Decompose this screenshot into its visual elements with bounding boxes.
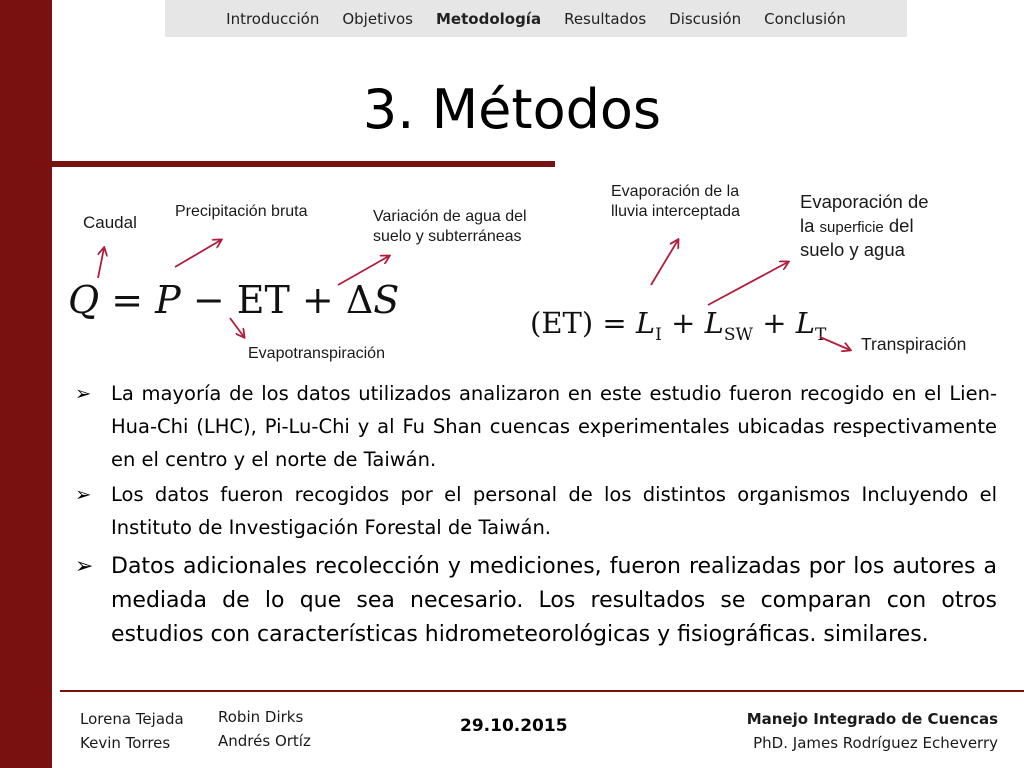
footer-course: Manejo Integrado de Cuencas PhD. James Rodríguez Echeverry — [746, 710, 998, 752]
footer-authors-col1: Lorena Tejada Kevin Torres — [80, 710, 184, 752]
footer-divider — [60, 690, 1024, 692]
nav-item-discusion[interactable]: Discusión — [669, 9, 742, 28]
bullet-item: ➢ Los datos fueron recogidos por el personal de los distintos organismos Incluyendo el Instituto de Investigación Forestal de Taiwán. — [75, 478, 997, 544]
label-transpiracion: Transpiración — [861, 334, 967, 354]
label-precipitacion: Precipitación bruta — [175, 203, 308, 220]
slide-title: 3. Métodos — [362, 78, 662, 141]
nav-item-objetivos[interactable]: Objetivos — [342, 9, 413, 28]
nav-item-conclusion[interactable]: Conclusión — [764, 9, 846, 28]
nav-item-resultados[interactable]: Resultados — [564, 9, 647, 28]
arrow-evap-superficie — [708, 262, 788, 305]
label-evapotranspiracion: Evapotranspiración — [248, 345, 385, 362]
top-navigation — [165, 0, 907, 37]
arrow-evap-lluvia — [651, 240, 678, 285]
nav-item-introduccion[interactable]: Introducción — [226, 9, 320, 28]
arrow-bullet-icon: ➢ — [75, 483, 92, 506]
footer-authors-col2: Robin Dirks Andrés Ortíz — [218, 708, 311, 750]
bullet-list — [75, 377, 997, 652]
water-balance-equation: Q = P − ET + ΔS — [68, 278, 400, 322]
arrow-caudal — [98, 248, 104, 278]
arrow-precipitacion — [175, 240, 221, 267]
label-caudal: Caudal — [83, 213, 137, 232]
bullet-item: ➢ La mayoría de los datos utilizados analizaron en este estudio fueron recogido en el Lien-Hua-Chi (LHC), Pi-Lu-Chi y al Fu Shan cuencas experimentales ubicadas respectivamente en el centro y el norte de Taiwán. — [75, 377, 997, 476]
arrow-bullet-icon: ➢ — [75, 382, 92, 405]
bullet-item: ➢ Datos adicionales recolección y mediciones, fueron realizadas por los autores a mediada de lo que sea necesario. Los resultados se comparan con otros estudios con características hidrometeorológicas y fisiográficas. similares. — [75, 550, 997, 652]
title-underline — [0, 161, 555, 167]
label-evap-lluvia: Evaporación de la lluvia interceptada — [611, 183, 740, 220]
arrow-bullet-icon: ➢ — [75, 554, 94, 579]
evapotranspiration-equation: $(ET) = L_I + L_{SW} + L_T$ — [530, 306, 827, 345]
label-evap-superficie: Evaporación de la superficie del suelo y agua — [800, 191, 929, 261]
label-variacion: Variación de agua del suelo y subterráneas — [373, 208, 527, 245]
footer-date: 29.10.2015 — [460, 716, 568, 736]
nav-item-metodologia[interactable]: Metodología — [436, 9, 542, 28]
